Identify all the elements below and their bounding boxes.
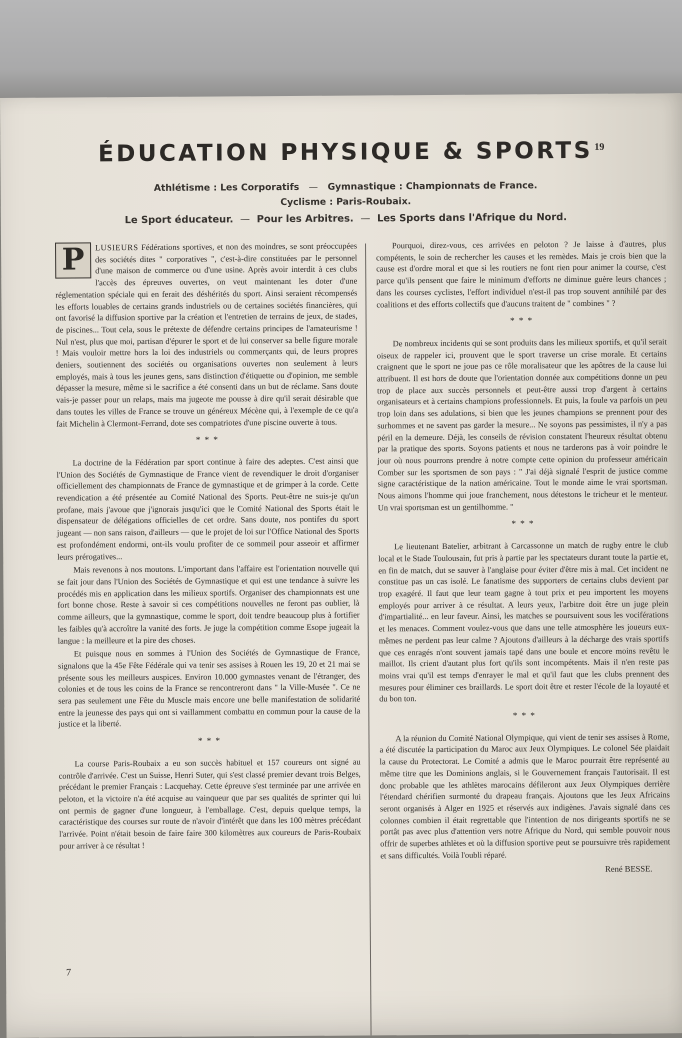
separator: —: [308, 181, 318, 193]
subtitle-line-3: [1, 209, 682, 229]
section-divider-stars: * * *: [511, 518, 535, 529]
dropcap-letter: P: [55, 242, 91, 278]
author-signature: René BESSE.: [605, 863, 653, 875]
subtitle-block: [1, 177, 682, 229]
left-column: [55, 241, 361, 855]
section-divider-stars: * * *: [510, 315, 534, 326]
article-paragraph: Pourquoi, direz-vous, ces arrivées en peloton ? Je laisse à d'autres, plus compétents, le soin de rechercher les causes et les remèdes. Mais je crois bien que la cause est d'ordre moral et que si les routiers ne font rien pour animer la course, c'est parce qu'ils pensent que faire le minimum d'efforts ne diminue guère leurs chances ; dans les courses cyclistes, l'effort individuel n'est-il pas trop souvent annihilé par des coalitions et des efforts collectifs que d'aucuns traitent de " combines " ?: [376, 239, 667, 309]
section-divider-stars: * * *: [195, 434, 219, 445]
subtitle-gymnastique: Gymnastique : Championnats de France.: [327, 180, 538, 193]
separator: —: [240, 214, 250, 226]
subtitle-arbitres: Pour les Arbitres.: [256, 213, 354, 226]
subtitle-sport-educateur: Le Sport éducateur.: [124, 214, 234, 227]
article-paragraph: La course Paris-Roubaix a eu son succès habituel et 157 coureurs ont signé au contrôle d'arrivée. C'est un Suisse, Henri Suter, qui s'est classé premier devant trois Belges, précédant le premier Français : Lacquehay. Cette épreuve s'est terminée par une arrivée en peloton, et la victoire n'a été acquise au vainqueur que par ses qualités de sprinter qui lui ont permis de gagner d'une longueur, à l'emballage. C'est, depuis quelque temps, la caractéristique des courses sur route de n'avoir d'intérêt que dans les 100 mètres précédant l'arrivée. Point n'était besoin de faire faire 300 kilomètres aux coureurs de Paris-Roubaix pour arriver à ce résultat !: [58, 757, 362, 851]
section-divider-stars: * * *: [512, 710, 536, 721]
article-paragraph: Et puisque nous en sommes à l'Union des Sociétés de Gymnastique de France, signalons que la 45e Fête Fédérale qui va tenir ses assises à Rouen les 19, 20 et 21 mai se présente sous les meilleurs auspices. Environ 10.000 gymnastes venant de l'étranger, des colonies et de tous les coins de la France se rencontreront dans " la Ville-Musée ". Ce ne sera pas seulement une Fête du Muscle mais encore une belle manifestation de solidarité entre la jeunesse des pays qui ont si vaillamment combattu en commun pour la cause de la justice et la liberté.: [57, 647, 361, 730]
dropcap-word-rest: LUSIEURS: [95, 243, 139, 253]
article-paragraph: A la réunion du Comité National Olympique, qui vient de tenir ses assises à Rome, a été discutée la participation du Maroc aux Jeux Olympiques. Le colonel Sée plaidait la cause du Protectorat. Le Comité a admis que le Maroc pourrait être représenté au même titre que les Dominions anglais, si le Gouvernement français l'autorisait. Il est donc probable que les athlètes marocains défileront aux Jeux Olympiques derrière l'étendard chérifien surmonté du drapeau français. Ajoutons que les Jeux Africains seront organisés à Alger en 1925 et réservés aux indigènes. J'avais signalé dans ces colonnes combien il était regrettable que l'intention de nos dirigeants sportifs ne se portât pas avec plus d'attention vers notre Afrique du Nord, qui semble pouvoir nous offrir de superbes athlètes et où la diffusion sportive peut se poursuivre très rapidement et sans difficultés. Voilà l'oubli réparé.: [379, 732, 671, 861]
page-number: 19: [594, 141, 605, 153]
paragraph-text: Fédérations sportives, et non des moindres, se sont préoccupées des sociétés dites " corporatives ", c'est-à-dire constituées par le personnel d'une maison de commerce ou d'une usine. Après avoir interdit à ces clubs l'accès des épreuves ouvertes, on veut maintenant les doter d'une réglementation spéciale qui en ferait des déshérités du sport. Ainsi seraient récompensés les efforts louables de certains grands industriels ou de certaines sociétés financières, qui ont favorisé la diffusion sportive par la création et l'entretien de terrains de jeux, de stades, de piscines... Tout cela, sous le prétexte de défendre certains principes de l'amateurisme ! Nul n'est, plus que moi, partisan d'épurer le sport et de lui conserver sa belle figure morale ! Mais vouloir mettre hors la loi des industriels ou commerçants qui, de leurs propres deniers, soutiennent des sociétés ou organisations ouvertes non seulement à leurs employés, mais à tous les jeunes gens, sans distinction d'étiquette ou d'opinion, me semble dépasser la mesure, même si le sacrifice a été consenti dans un but de réclame. Sans doute vais-je passer pour un relaps, mais ma jugeote me pousse à dire qu'il serait désirable que dans toutes les villes de France se trouve un généreux Mécène qui, à l'exemple de ce qu'a fait Michelin à Clermont-Ferrand, dote ses compatriotes d'une piscine ouverte à tous.: [55, 241, 359, 429]
section-divider-stars: * * *: [197, 735, 222, 746]
separator: —: [360, 213, 371, 225]
right-column: [376, 238, 670, 877]
magazine-page: [0, 93, 682, 1038]
background-surface: [0, 0, 682, 100]
column-divider: [365, 243, 372, 1035]
subtitle-afrique-du-nord: Les Sports dans l'Afrique du Nord.: [377, 212, 567, 225]
subtitle-line-2: Cyclisme : Paris-Roubaix.: [280, 196, 412, 209]
article-paragraph: Le lieutenant Batelier, arbitrant à Carcassonne un match de rugby entre le club local et le Stade Toulousain, fut pris à partie par les spectateurs durant toute la partie et, en fin de match, dut se sauver à l'anglaise pour éviter d'être mis à mal. Cet incident ne constitue pas un cas isolé. Le fanatisme des supporters de certains clubs devient par trop exagéré. Il faut que leur team gagne à tout prix et peu importent les moyens employés pour arriver à ce résultat. A leurs yeux, l'arbitre doit être un juge plein d'impartialité... en leur faveur. Ainsi, les matches se poursuivent sous les vociférations et les menaces. Comment voulez-vous que dans une telle atmosphère les joueurs eux-mêmes ne perdent pas leur calme ? Ajoutons d'ailleurs à la décharge des vrais sportifs que ces enragés n'ont souvent jamais tapé dans une boule et encore moins revêtu le maillot. Ils crient d'autant plus fort qu'ils sont incompétents. Mais il n'en reste pas moins vrai qu'il est temps d'enrayer le mal et qu'il faut que les clubs prennent des mesures pour éliminer ces braillards. Le sport doit être et rester l'école de la loyauté et du bon ton.: [378, 540, 670, 704]
article-paragraph: La doctrine de la Fédération par sport continue à faire des adeptes. C'est ainsi que l'Union des Sociétés de Gymnastique de France vient de revendiquer le droit d'organiser officiellement des championnats de France de gymnastique et de grimper à la corde. Cette revendication a été présentée au Comité National des Sports. Peut-être ne suis-je qu'un profane, mais j'avoue que j'ignorais jusqu'ici que le Comité National des Sports était le dispensateur de délégations officielles de cet ordre. Sans doute, nos pontifes du sport jugeant — non sans raison, d'ailleurs — que le projet de loi sur l'Office National des Sports est profondément endormi, ont-ils voulu profiter de ce sommeil pour asseoir et affirmer leurs prérogatives...: [56, 456, 360, 562]
subtitle-athletisme: Athlétisme : Les Corporatifs: [153, 181, 300, 194]
article-paragraph: De nombreux incidents qui se sont produits dans les milieux sportifs, et qu'il serait oiseux de rappeler ici, prouvent que le sport traverse un crise morale. Et certains craignent que le sport ne joue pas ce rôle moralisateur que les apôtres de la cause lui attribuent. Il est hors de doute que l'orientation donnée aux compétitions donne un peu trop de place aux succès personnels et peut-être aussi trop d'argent à certains organisateurs et à certains champions professionnels. Et puis, la foule va parfois un peu trop loin dans ses adulations, si bien que les jeunes champions se prennent pour des surhommes et ne savent pas garder la mesure... Ne soyons pas pessimistes, il n'y a pas péril en la demeure. Déjà, les conseils de révision constatent l'heureux résultat obtenu par la pratique des sports. Soyons patients et nous ne tarderons pas à voir poindre le jour où nous pourrons prendre à notre compte cette opinion du professeur américain Comber sur les sportsmen de son pays : " J'ai déjà signalé l'esprit de justice comme signe caractéristique de la nation américaine. Tout le monde aime le vrai sportsman. Nous aimons l'homme qui joue franchement, nous détestons le tricheur et le menteur. Un vrai sportsman est un gentilhomme. ": [376, 337, 668, 513]
article-paragraph: Mais revenons à nos moutons. L'important dans l'affaire est l'orientation nouvelle qui se fait jour dans l'Union des Sociétés de Gymnastique et qui est une tendance à suivre les procédés mis en application dans les milieux sportifs. Organiser des championnats est une fort bonne chose. Reste à savoir si ces compétitions nouvelles ne feront pas oublier, là comme ailleurs, que la gymnastique, comme le sport, doit tendre beaucoup plus à fortifier les faibles qu'à accroître la vanité des forts. Je juge la compétition comme Esope jugeait la langue : la meilleure et la pire des choses.: [57, 563, 360, 646]
folio-number: 7: [66, 967, 72, 979]
page-title: ÉDUCATION PHYSIQUE & SPORTS: [97, 137, 593, 168]
article-paragraph: [55, 241, 358, 430]
